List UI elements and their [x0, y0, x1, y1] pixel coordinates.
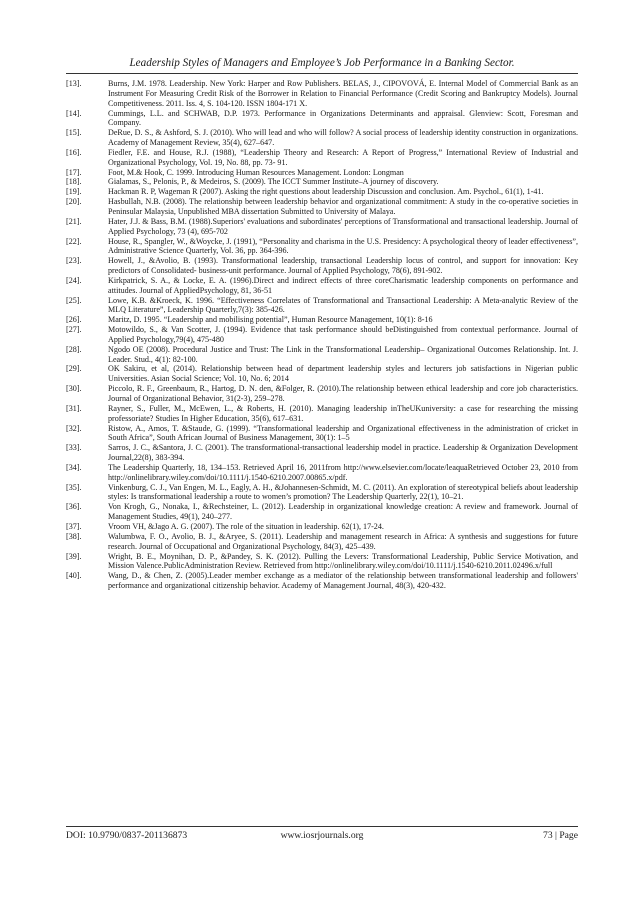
reference-number: [38].: [66, 531, 82, 541]
reference-text: Vroom VH, &Jago A. G. (2007). The role of the situation in leadership. 62(1), 17-24.: [108, 521, 384, 531]
reference-number: [37].: [66, 521, 82, 531]
reference-number: [26].: [66, 315, 82, 325]
reference-number: [19].: [66, 187, 82, 197]
reference-text: Cummings, L.L. and SCHWAB, D.P. 1973. Performance in Organizations Determinants and appraisal. Glenview: Scott, Foresman and Company.: [108, 108, 578, 128]
reference-number: [16].: [66, 147, 82, 157]
reference-number: [25].: [66, 295, 82, 305]
reference-entry: [66, 384, 578, 404]
reference-number: [34].: [66, 462, 82, 472]
reference-entry: [66, 177, 578, 187]
reference-text: Ngodo OE (2008). Procedural Justice and Trust: The Link in the Transformational Leadership– Organizational Outcomes Relationship. Int. J. Leader. Stud., 4(1): 82-100.: [108, 344, 578, 364]
reference-number: [30].: [66, 384, 82, 394]
reference-entry: [66, 197, 578, 217]
reference-text: Ristow, A., Amos, T. &Staude, G. (1999). “Transformational leadership and Organizational effectiveness in the administration of cricket in South Africa”, South African Journal of Business Management, 30(1): 1–5: [108, 423, 578, 443]
reference-number: [24].: [66, 275, 82, 285]
reference-text: Walumbwa, F. O., Avolio, B. J., &Aryee, S. (2011). Leadership and management research in Africa: A synthesis and suggestions for future research. Journal of Occupational and Organizational Psychology, 84(3), 425–439.: [108, 531, 578, 551]
reference-entry: [66, 364, 578, 384]
reference-text: Rayner, S., Fuller, M., McEwen, L., & Roberts, H. (2010). Managing leadership inTheUKuniversity: a case for researching the missing professoriate? Studies In Higher Education, 35(6), 617–631.: [108, 403, 578, 423]
reference-number: [20].: [66, 197, 82, 207]
reference-text: House, R., Spangler, W., &Woycke, J. (1991), “Personality and charisma in the U.S. Presidency: A psychological theory of leader effectiveness”, Administrative Science Quarterly, Vol. 36, pp. 364-396.: [108, 236, 578, 256]
reference-number: [35].: [66, 482, 82, 492]
reference-text: Burns, J.M. 1978. Leadership. New York: Harper and Row Publishers. BELAS, J., CIPOVOVÁ, E. Internal Model of Commercial Bank as an Instrument For Measuring Credit Risk of the Borrower in Relation to Financial Performance (Credit Scoring and Bankruptcy Models). Journal Competitiveness. 2011. Iss. 4, S. 104-120. ISSN 1804-171 X.: [108, 79, 578, 108]
reference-entry: [66, 532, 578, 552]
reference-entry: [66, 552, 578, 572]
reference-text: Von Krogh, G., Nonaka, I., &Rechsteiner, L. (2012). Leadership in organizational knowledge creation: A review and framework. Journal of Management Studies, 49(1), 240–277.: [108, 502, 578, 522]
reference-text: Lowe, K.B. &Kroeck, K. 1996. “Effectiveness Correlates of Transformational and Transactional Leadership: A Meta-analytic Review of the MLQ Literature”, Leadership Quarterly,7(3): 385-426.: [108, 295, 578, 315]
footer-website: www.iosrjournals.org: [280, 830, 364, 841]
reference-entry: [66, 325, 578, 345]
reference-text: The Leadership Quarterly, 18, 134–153. Retrieved April 16, 2011from http://www.elsevier.com/locate/leaquaRetrieved October 23, 2010 from http://onlinelibrary.wiley.com/doi/10.1111/j.1540-6210.2007.00865.x/pdf.: [108, 462, 578, 482]
reference-entry: [66, 502, 578, 522]
reference-entry: [66, 571, 578, 591]
reference-entry: [66, 424, 578, 444]
reference-entry: [66, 276, 578, 296]
reference-entry: [66, 128, 578, 148]
reference-entry: [66, 443, 578, 463]
reference-entry: [66, 345, 578, 365]
reference-number: [21].: [66, 216, 82, 226]
page-footer: [66, 830, 578, 844]
reference-entry: [66, 404, 578, 424]
reference-number: [29].: [66, 364, 82, 374]
footer-doi: DOI: 10.9790/0837-201136873: [66, 830, 188, 841]
reference-entry: [66, 483, 578, 503]
reference-number: [23].: [66, 256, 82, 266]
reference-number: [36].: [66, 502, 82, 512]
reference-entry: [66, 217, 578, 237]
footer-rule: [66, 826, 578, 827]
footer-page-number: 73 | Page: [543, 830, 578, 841]
reference-entry: [66, 148, 578, 168]
reference-entry: [66, 315, 578, 325]
reference-text: Hater, J.J. & Bass, B.M. (1988).Superiors' evaluations and subordinates' perceptions of Transformational and transactional leadership. Journal of Applied Psychology, 73 (4), 695-702: [108, 216, 578, 236]
reference-number: [31].: [66, 403, 82, 413]
reference-text: Maritz, D. 1995. “Leadership and mobilising potential”, Human Resource Management, 10(1): 8-16: [108, 315, 433, 325]
reference-number: [17].: [66, 167, 82, 177]
reference-list: [66, 79, 578, 591]
reference-text: Hasbullah, N.B. (2008). The relationship between leadership behavior and organizational commitment: A study in the co-operative societies in Peninsular Malaysia, Unpublished MBA dissertation Submitted to University of Malaya.: [108, 197, 578, 216]
reference-number: [18].: [66, 177, 82, 187]
reference-number: [15].: [66, 128, 82, 138]
reference-number: [33].: [66, 443, 82, 453]
reference-entry: [66, 79, 578, 109]
reference-text: Howell, J., &Avolio, B. (1993). Transformational leadership, transactional Leadership locus of control, and support for innovation: Key predictors of Consolidated- business-unit performance. Journal of Applied Psychology, 78(6), 891-902.: [108, 256, 578, 276]
running-header: Leadership Styles of Managers and Employee’s Job Performance in a Banking Sector.: [129, 57, 515, 69]
reference-number: [13].: [66, 79, 82, 88]
reference-entry: [66, 463, 578, 483]
reference-text: Piccolo, R. F., Greenbaum, R., Hartog, D. N. den, &Folger, R. (2010).The relationship between ethical leadership and core job characteristics. Journal of Organizational Behavior, 31(2-3), 259–278.: [108, 384, 578, 403]
reference-entry: [66, 296, 578, 316]
header-rule: [66, 73, 578, 74]
reference-number: [39].: [66, 551, 82, 561]
reference-entry: [66, 237, 578, 257]
reference-text: Wang, D., & Chen, Z. (2005).Leader member exchange as a mediator of the relationship between transformational leadership and followers' performance and organizational citizenship behavior. Academy of Management Journal, 48(3), 420-432.: [108, 571, 578, 591]
reference-number: [32].: [66, 423, 82, 433]
reference-entry: [66, 109, 578, 129]
reference-text: Hackman R. P, Wageman R (2007). Asking the right questions about leadership Discussion and conclusion. Am. Psychol., 61(1), 1-41.: [108, 187, 544, 197]
reference-text: Vinkenburg, C. J., Van Engen, M. L., Eagly, A. H., &Johannesen-Schmidt, M. C. (2011). An exploration of stereotypical beliefs about leadership styles: Is transformational leadership a route to women’s promotion? The Leadership Quarterly, 22(1), 10–21.: [108, 482, 578, 502]
reference-text: Foot, M.& Hook, C. 1999. Introducing Human Resources Management. London: Longman: [108, 167, 404, 177]
reference-number: [14].: [66, 108, 82, 118]
reference-entry: [66, 168, 578, 178]
reference-entry: [66, 256, 578, 276]
reference-text: Fiedler, F.E. and House, R.J. (1988), “Leadership Theory and Research: A Report of Progress,” International Review of Industrial and Organizational Psychology, Vol. 19, No. 88, pp. 73- 91.: [108, 147, 578, 167]
reference-text: Motowildo, S., & Van Scotter, J. (1994). Evidence that task performance should beDistinguished from contextual performance. Journal of Applied Psychology,79(4), 475-480: [108, 325, 578, 344]
reference-text: Kirkpatrick, S. A., & Locke, E. A. (1996).Direct and indirect effects of three coreCharismatic leadership components on performance and attitudes. Journal of AppliedPsychology, 81, 36-51: [108, 275, 578, 295]
reference-text: DeRue, D. S., & Ashford, S. J. (2010). Who will lead and who will follow? A social process of leadership identity construction in organizations. Academy of Management Review, 35(4), 627–647.: [108, 128, 578, 148]
reference-number: [28].: [66, 344, 82, 354]
reference-number: [22].: [66, 236, 82, 246]
reference-text: Sarros, J. C., &Santora, J. C. (2001). The transformational-transactional leadership model in practice. Leadership & Organization Development Journal,22(8), 383-394.: [108, 443, 578, 463]
reference-text: Gialamas, S., Pelonis, P., & Medeiros, S. (2009). The ICCT Summer Institute–A journey of discovery.: [108, 177, 439, 187]
reference-number: [27].: [66, 325, 82, 335]
reference-text: OK Sakiru, et al, (2014). Relationship between head of department leadership styles and lecturers job satisfactions in Nigerian public Universities. Asian Social Science; Vol. 10, No. 6; 2014: [108, 364, 578, 384]
reference-number: [40].: [66, 571, 82, 581]
reference-entry: [66, 187, 578, 197]
reference-entry: [66, 522, 578, 532]
reference-text: Wright, B. E., Moynihan, D. P., &Pandey, S. K. (2012). Pulling the Levers: Transformational Leadership, Public Service Motivation, and Mission Valence.PublicAdministration Review. Retrieved from http://onlinelibrary.wiley.com/doi/10.1111/j.1540-6210.2011.02496.x/full: [108, 551, 578, 571]
